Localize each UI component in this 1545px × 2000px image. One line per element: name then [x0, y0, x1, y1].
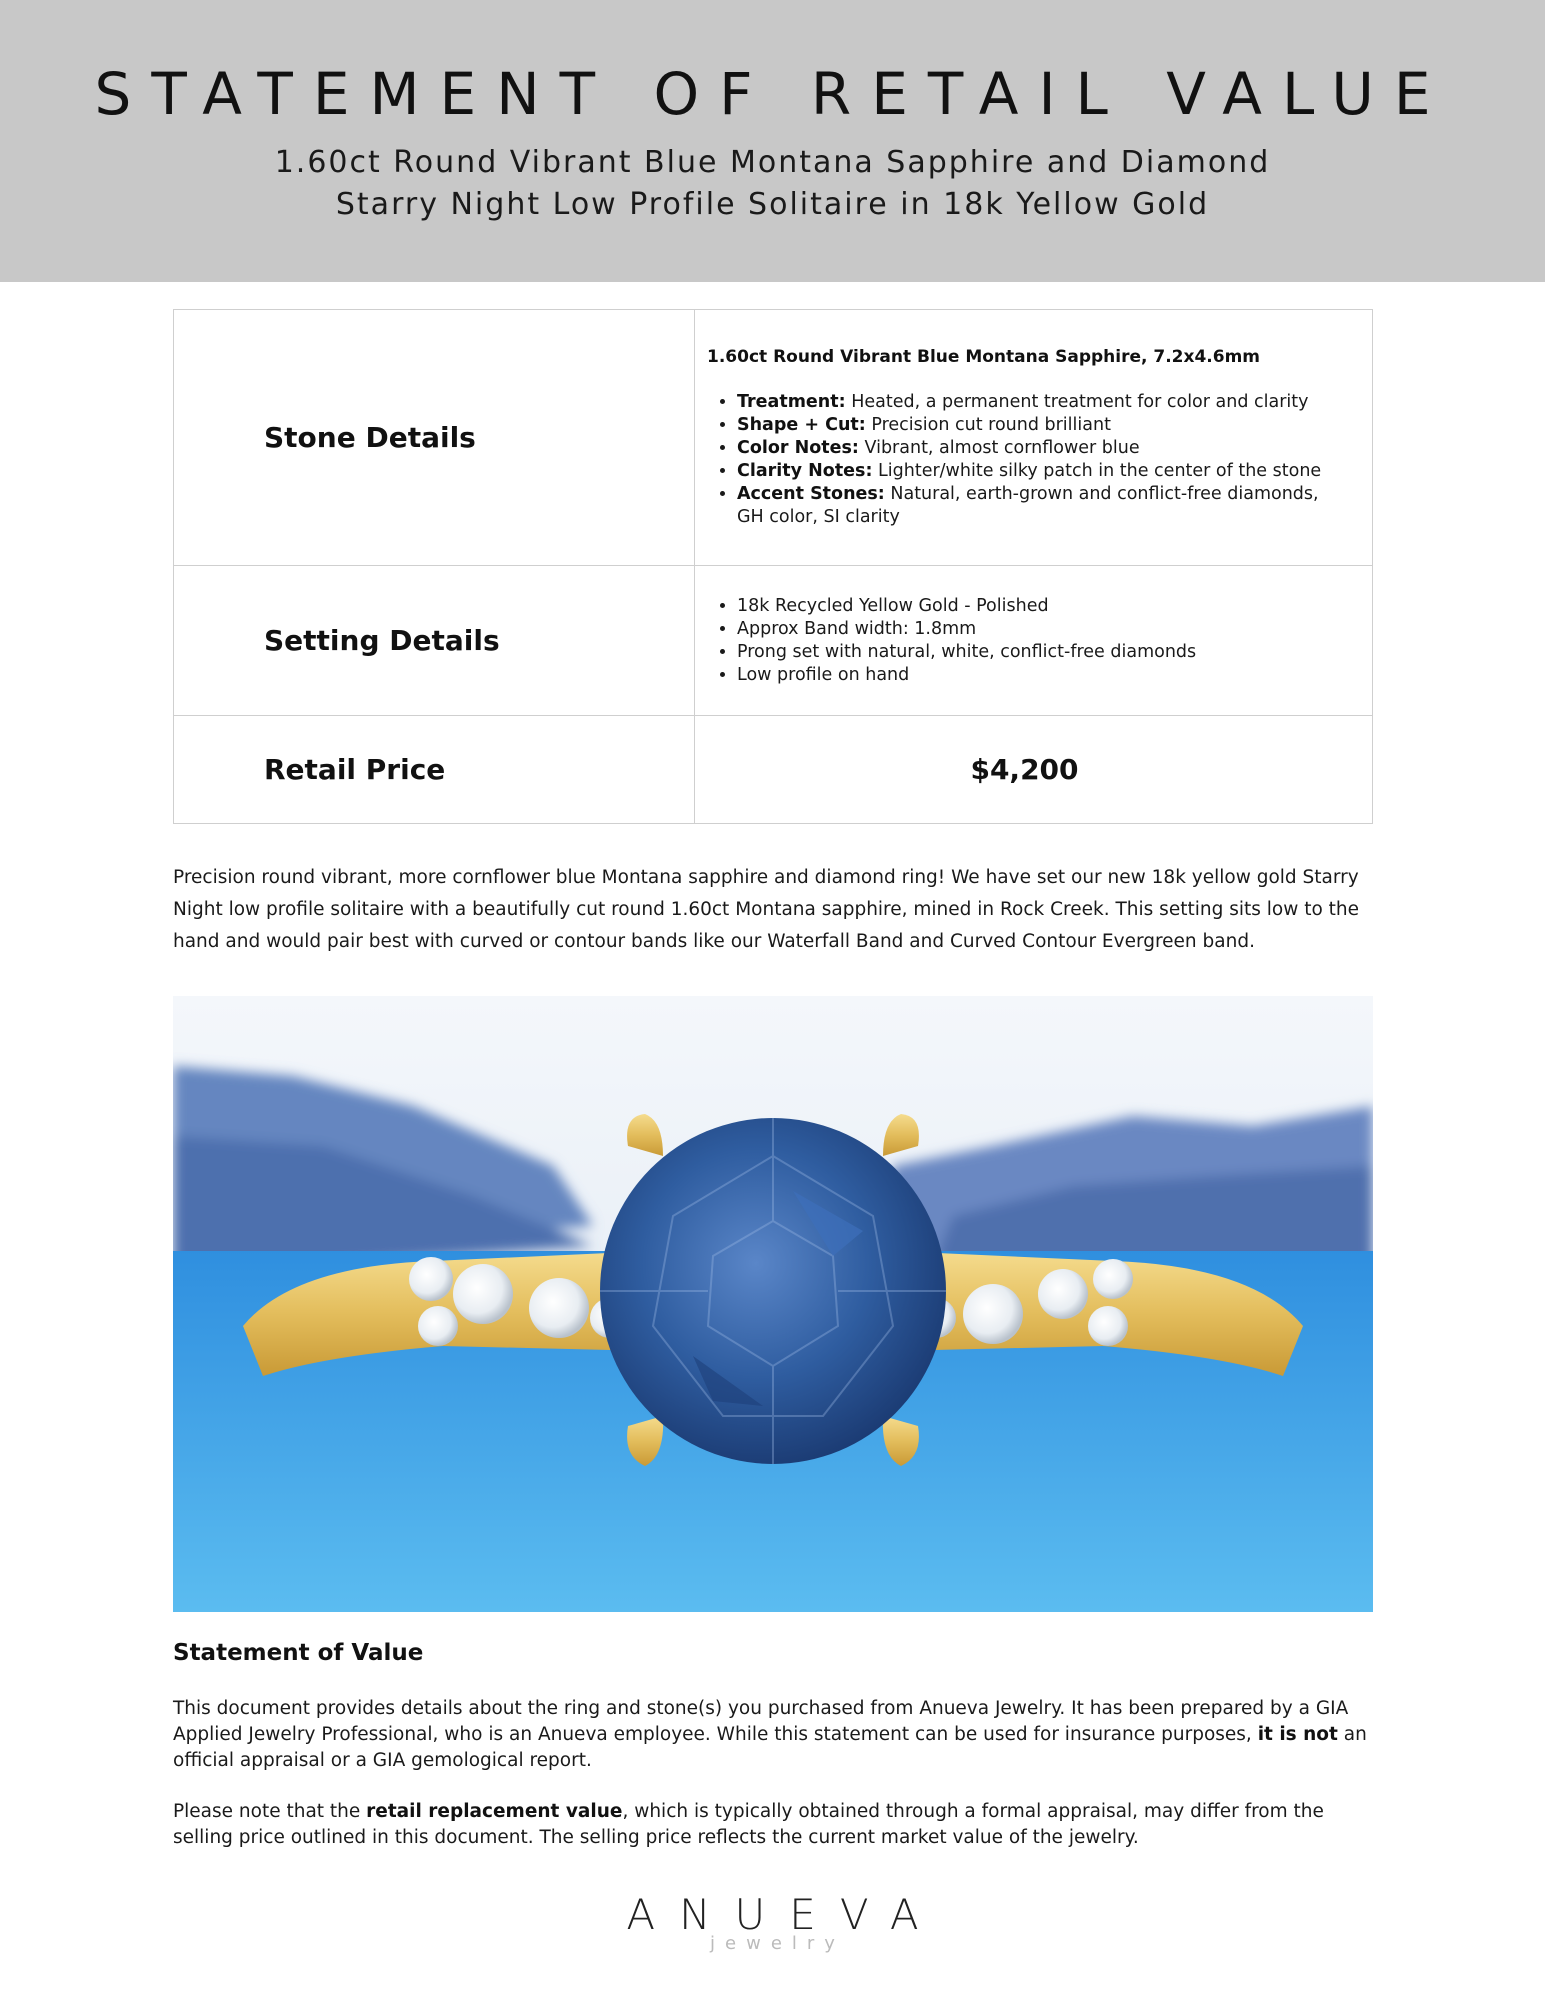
list-item: [737, 391, 1342, 414]
item-value: Vibrant, almost cornflower blue: [858, 437, 1140, 458]
item-key: Shape + Cut:: [737, 414, 866, 435]
retail-price-value-cell: [695, 716, 1373, 824]
statement-paragraph-2: [173, 1799, 1378, 1851]
setting-details-label-cell: [174, 566, 695, 716]
item-key: Clarity Notes:: [737, 460, 873, 481]
ring-photo: [173, 996, 1373, 1612]
item-value: Natural, earth-grown and conflict-free diamonds, GH color, SI clarity: [737, 483, 1319, 527]
setting-details-list: [707, 595, 1342, 687]
setting-details-label: Setting Details: [264, 624, 500, 657]
details-table: [173, 309, 1373, 824]
setting-details-value-cell: [695, 566, 1373, 716]
list-item: • Prong set with natural, white, conflict-free diamonds: [737, 641, 1342, 664]
product-description: Precision round vibrant, more cornflower blue Montana sapphire and diamond ring! We have set our new 18k yellow gold Starry Night low profile solitaire with a beautifully cut round 1.60ct Montana sapphire, mined in Rock Creek. This setting sits low to the hand and would pair best with curved or contour bands like our Waterfall Band and Curved Contour Evergreen band.: [173, 867, 1360, 952]
retail-price-label: Retail Price: [264, 753, 446, 786]
item-value: Precision cut round brilliant: [865, 414, 1111, 435]
stone-details-row: [174, 310, 1373, 566]
item-key: Color Notes:: [737, 437, 859, 458]
item-value: Heated, a permanent treatment for color and clarity: [845, 391, 1309, 412]
list-item: [737, 437, 1342, 460]
setting-details-row: [174, 566, 1373, 716]
item-value: Lighter/white silky patch in the center of the stone: [872, 460, 1322, 481]
document-title: STATEMENT OF RETAIL VALUE: [94, 60, 1451, 128]
statement-heading: Statement of Value: [173, 1640, 424, 1666]
stone-details-value-cell: [695, 310, 1373, 566]
sapphire-ring-photo-icon: [173, 996, 1373, 1612]
statement-emphasis: retail replacement value: [366, 1801, 623, 1822]
statement-text: , which is typically obtained through a formal appraisal, may differ from the selling price outlined in this document. The selling price reflects the current market value of the jewelry.: [173, 1801, 1324, 1848]
anueva-logo: [0, 1890, 1545, 1954]
statement-paragraph-1: [173, 1696, 1378, 1774]
list-item: • Approx Band width: 1.8mm: [737, 618, 1342, 641]
stone-heading: 1.60ct Round Vibrant Blue Montana Sapphire, 7.2x4.6mm: [707, 346, 1261, 367]
header-banner: [0, 0, 1545, 282]
statement-text: This document provides details about the ring and stone(s) you purchased from Anueva Jewelry. It has been prepared by a GIA Applied Jewelry Professional, who is an Anueva employee. While this statement can be used for insurance purposes,: [173, 1698, 1349, 1745]
item-key: Accent Stones:: [737, 483, 885, 504]
logo-name: ANUEVA: [626, 1890, 943, 1939]
retail-price-value: $4,200: [970, 753, 1079, 786]
statement-emphasis: it is not: [1257, 1724, 1338, 1745]
list-item: [737, 414, 1342, 437]
retail-price-label-cell: [174, 716, 695, 824]
logo-subtitle: jewelry: [710, 1933, 845, 1954]
list-item: [737, 483, 1342, 529]
list-item: • Low profile on hand: [737, 664, 1342, 687]
list-item: • 18k Recycled Yellow Gold - Polished: [737, 595, 1342, 618]
retail-price-row: [174, 716, 1373, 824]
statement-text: an official appraisal or a GIA gemological report.: [173, 1724, 1367, 1771]
statement-text: Please note that the: [173, 1801, 367, 1822]
item-key: Treatment:: [737, 391, 846, 412]
document-subtitle: 1.60ct Round Vibrant Blue Montana Sapphire and Diamond Starry Night Low Profile Solitaire in 18k Yellow Gold: [274, 145, 1271, 222]
stone-details-list: [707, 391, 1342, 529]
list-item: [737, 460, 1342, 483]
stone-details-label-cell: [174, 310, 695, 566]
stone-details-label: Stone Details: [264, 421, 476, 454]
